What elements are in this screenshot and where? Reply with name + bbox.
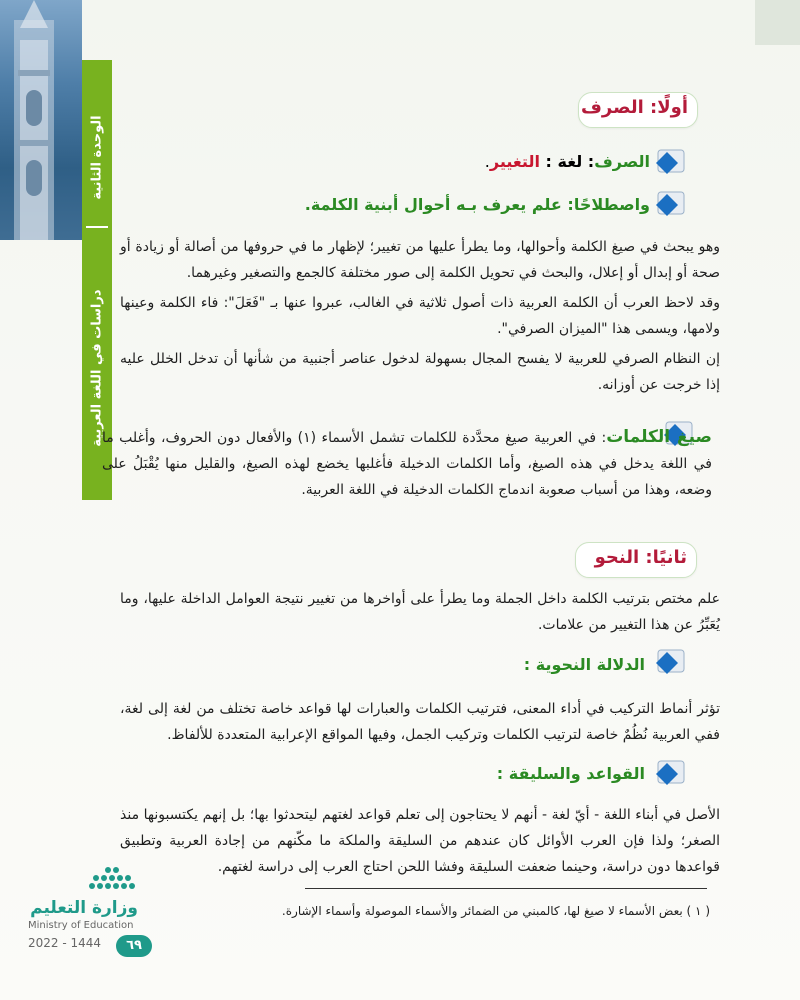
word-forms-title: صيغ الكلمات [606,427,712,447]
nahw-heading: ثانيًا: النحو [594,547,687,568]
sarf-paragraph-3: إن النظام الصرفي للعربية لا يفسح المجال بسهولة لدخول عناصر أجنبية من شأنها أن تدخل الخلل عليه إذا خرجت عن أوزانه. [120,351,720,393]
word-forms-text: : في العربية صيغ محدَّدة للكلمات تشمل الأسماء (١) والأفعال دون الحروف، وأغلب ما في اللغة يدخل في هذه الصيغ، وأما الكلمات الدخيلة فأغلبها يخضع لهذه الصيغ، والقليل منها يُقْبَلُ على وضعه، وهذا من أسباب صعوبة اندماج الكلمات الدخيلة في اللغة العربية. [102,430,712,498]
diamond-bullet-icon [652,757,686,791]
sarf-heading: أولًا: الصرف [581,97,688,118]
word-forms-paragraph [102,424,712,503]
diamond-bullet-icon [652,188,686,222]
diamond-bullet-icon [652,646,686,680]
minaret-image [0,0,82,240]
sarf-language-line [485,152,650,171]
sarf-paragraph-2: وقد لاحظ العرب أن الكلمة العربية ذات أصول ثلاثية في الغالب، عبروا عنها بـ "فَعَلَ": فاء الكلمة وعينها ولامها، ويسمى هذا "الميزان الصرفي". [120,295,720,337]
terminology-term: واصطلاحًا [573,195,650,214]
corner-decoration [755,0,800,45]
unit-label: الوحدة الثانية [89,115,105,200]
syntactic-meaning-paragraph: تؤثر أنماط التركيب في أداء المعنى، فترتيب الكلمات والعبارات لها قواعد خاصة تختلف من لغة إلى لغة، ففي العربية نُظُمٌ خاصة لترتيب الكلمات وتركيب الجمل، وفيها المواقع الإعرابية المتعددة للألفاظ. [120,701,720,743]
nahw-paragraph: علم مختص بترتيب الكلمة داخل الجملة وما يطرأ على أواخرها من تغيير نتيجة العوامل الداخلة عليها، وما يُعَبِّرُ عن هذا التغيير من علامات. [120,591,720,633]
sarf-term: الصرف [594,152,650,171]
ministry-name-en: Ministry of Education [28,920,134,931]
rules-paragraph: الأصل في أبناء اللغة - أيّ لغة - أنهم لا يحتاجون إلى تعلم قواعد لغتهم ليتحدثوا بها؛ بل إنهم يكتسبونها منذ الصغر؛ ولذا فإن العرب الأوائل كان عندهم من السليقة والملكة ما مكّنهم من إجادة العربية وتطبيق قواعدها دون دراسة، وحينما ضعفت السليقة وفشا اللحن احتاج العرب إلى دراسة لغتهم. [120,807,720,875]
sarf-separator: : لغة : [539,152,595,171]
ministry-name-ar: وزارة التعليم [30,898,138,918]
sarf-paragraph-1: وهو يبحث في صيغ الكلمة وأحوالها، وما يطرأ عليها من تغيير؛ لإظهار ما في حروفها من أصالة أو زيادة أو صحة أو إبدال أو إعلال، والبحث في تحويل الكلمة إلى صور مختلفة كالجمع والتصغير وغيرهما. [120,239,720,281]
ministry-emblem-icon [84,862,144,896]
footnote: ( ١ ) بعض الأسماء لا صيغ لها، كالمبني من الضمائر والأسماء الموصولة وأسماء الإشارة. [281,904,710,918]
rules-title: القواعد والسليقة : [496,764,645,783]
sarf-meaning: التغيير [489,152,540,171]
diamond-bullet-icon [652,146,686,180]
sidebar-divider [86,226,108,228]
sarf-terminology-line [305,195,650,214]
footnote-divider [305,888,707,889]
study-label: دراسات في اللغة العربية [89,289,105,447]
sarf-period: . [484,152,490,171]
page-number: ٦٩ [116,935,152,957]
year-label: 2022 - 1444 [28,936,102,950]
terminology-definition: : علم يعرف بـه أحوال أبنية الكلمة. [304,195,574,214]
ministry-logo [28,858,188,968]
syntactic-meaning-title: الدلالة النحوية : [523,655,645,674]
